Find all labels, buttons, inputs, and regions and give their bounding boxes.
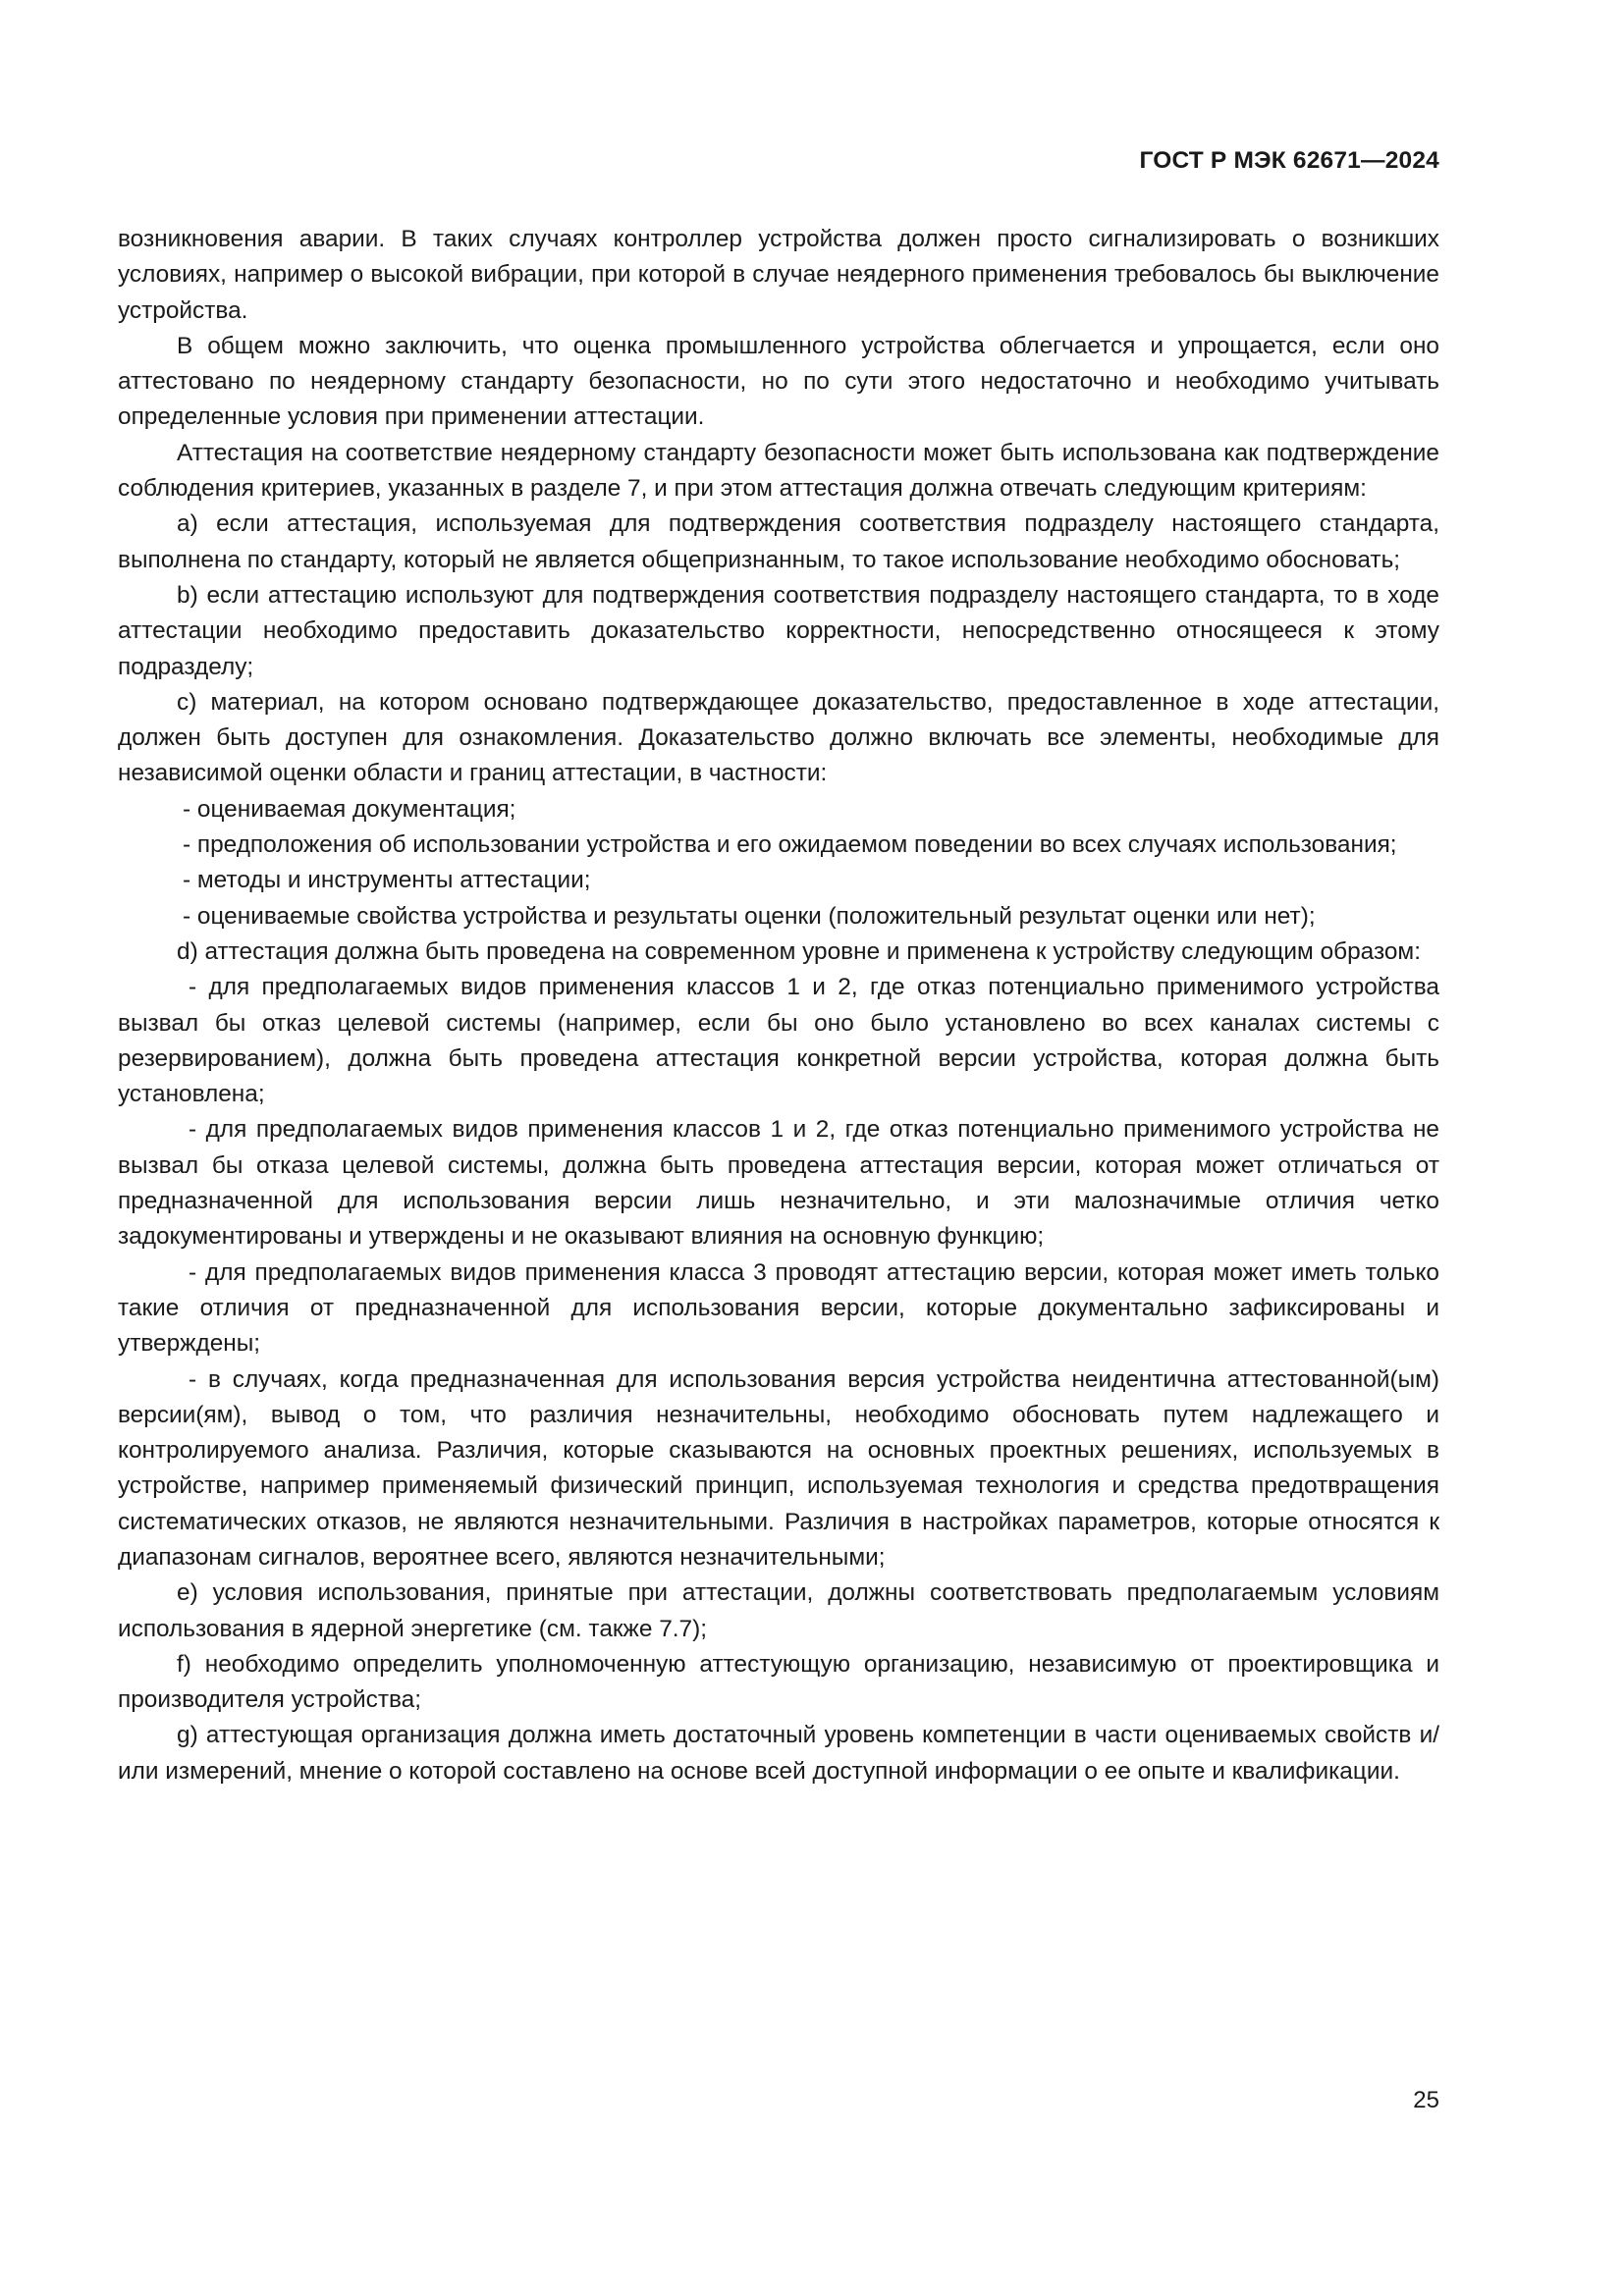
list-item-g: g) аттестующая организация должна иметь достаточный уровень компетенции в части оцениваемых свойств и/или измерений, мнение о которой составлено на основе всей доступной информации о ее опыте и квалификации. bbox=[118, 1722, 1439, 1785]
paragraph: возникновения аварии. В таких случаях контроллер устройства должен просто сигнализировать о возникших условиях, например о высокой вибрации, при которой в случае неядерного применения требовалось бы выключение устройства. bbox=[118, 226, 1439, 324]
dash-item: - в случаях, когда предназначенная для использования версия устройства неидентична аттестованной(ым) версии(ям), вывод о том, что различия незначительны, необходимо обосновать путем надлежащего и контролируемого анализа. Различия, которые сказываются на основных проектных решениях, используемых в устройстве, например применяемый физический принцип, используемая технология и средства предотвращения систематических отказов, не являются незначительными. Различия в настройках параметров, которые относятся к диапазонам сигналов, вероятнее всего, являются незначительными; bbox=[118, 1365, 1439, 1571]
list-item-a: а) если аттестация, используемая для подтверждения соответствия подразделу настоящего стандарта, выполнена по стандарту, который не является общепризнанным, то такое использование необходимо обосновать; bbox=[118, 510, 1439, 573]
dash-item: - для предполагаемых видов применения классов 1 и 2, где отказ потенциально применимого устройства не вызвал бы отказа целевой системы, должна быть проведена аттестация версии, которая может отличаться от предназначенной для использования версии лишь незначительно, и эти малозначимые отличия четко задокументированы и утверждены и не оказывают влияния на основную функцию; bbox=[118, 1116, 1439, 1251]
dash-item: - методы и инструменты аттестации; bbox=[183, 867, 591, 894]
list-item-e: е) условия использования, принятые при аттестации, должны соответствовать предполагаемым условиям использования в ядерной энергетике (см. также 7.7); bbox=[118, 1579, 1439, 1642]
document-body bbox=[118, 222, 1439, 1789]
dash-item: - для предполагаемых видов применения класса 3 проводят аттестацию версии, которая может иметь только такие отличия от предназначенной для использования версии, которые документально зафиксированы и утверждены; bbox=[118, 1258, 1439, 1358]
paragraph: Аттестация на соответствие неядерному стандарту безопасности может быть использована как подтверждение соблюдения критериев, указанных в разделе 7, и при этом аттестация должна отвечать следующим критериям: bbox=[118, 439, 1439, 503]
paragraph: В общем можно заключить, что оценка промышленного устройства облегчается и упрощается, если оно аттестовано по неядерному стандарту безопасности, но по сути этого недостаточно и необходимо учитывать определенные условия при применении аттестации. bbox=[118, 332, 1439, 431]
dash-item: - оцениваемые свойства устройства и результаты оценки (положительный результат оценки или нет); bbox=[183, 902, 1316, 930]
list-item-d: d) аттестация должна быть проведена на современном уровне и применена к устройству следующим образом: bbox=[177, 937, 1421, 965]
dash-item: - оцениваемая документация; bbox=[183, 795, 516, 823]
list-item-c: с) материал, на котором основано подтверждающее доказательство, предоставленное в ходе аттестации, должен быть доступен для ознакомления. Доказательство должно включать все элементы, необходимые для независимой оценки области и границ аттестации, в частности: bbox=[118, 688, 1439, 787]
dash-item: - для предполагаемых видов применения классов 1 и 2, где отказ потенциально применимого устройства вызвал бы отказ целевой системы (например, если бы оно было установлено во всех каналах системы с резервированием), должна быть проведена аттестация конкретной версии устройства, которая должна быть установлена; bbox=[118, 974, 1439, 1108]
dash-item: - предположения об использовании устройства и его ожидаемом поведении во всех случаях использования; bbox=[183, 831, 1397, 859]
list-item-b: b) если аттестацию используют для подтверждения соответствия подразделу настоящего стандарта, то в ходе аттестации необходимо предоставить доказательство корректности, непосредственно относящееся к этому подразделу; bbox=[118, 581, 1439, 680]
page-number: 25 bbox=[1413, 2087, 1439, 2113]
list-item-f: f) необходимо определить уполномоченную аттестующую организацию, независимую от проектировщика и производителя устройства; bbox=[118, 1650, 1439, 1714]
standard-header: ГОСТ Р МЭК 62671—2024 bbox=[1139, 147, 1439, 174]
